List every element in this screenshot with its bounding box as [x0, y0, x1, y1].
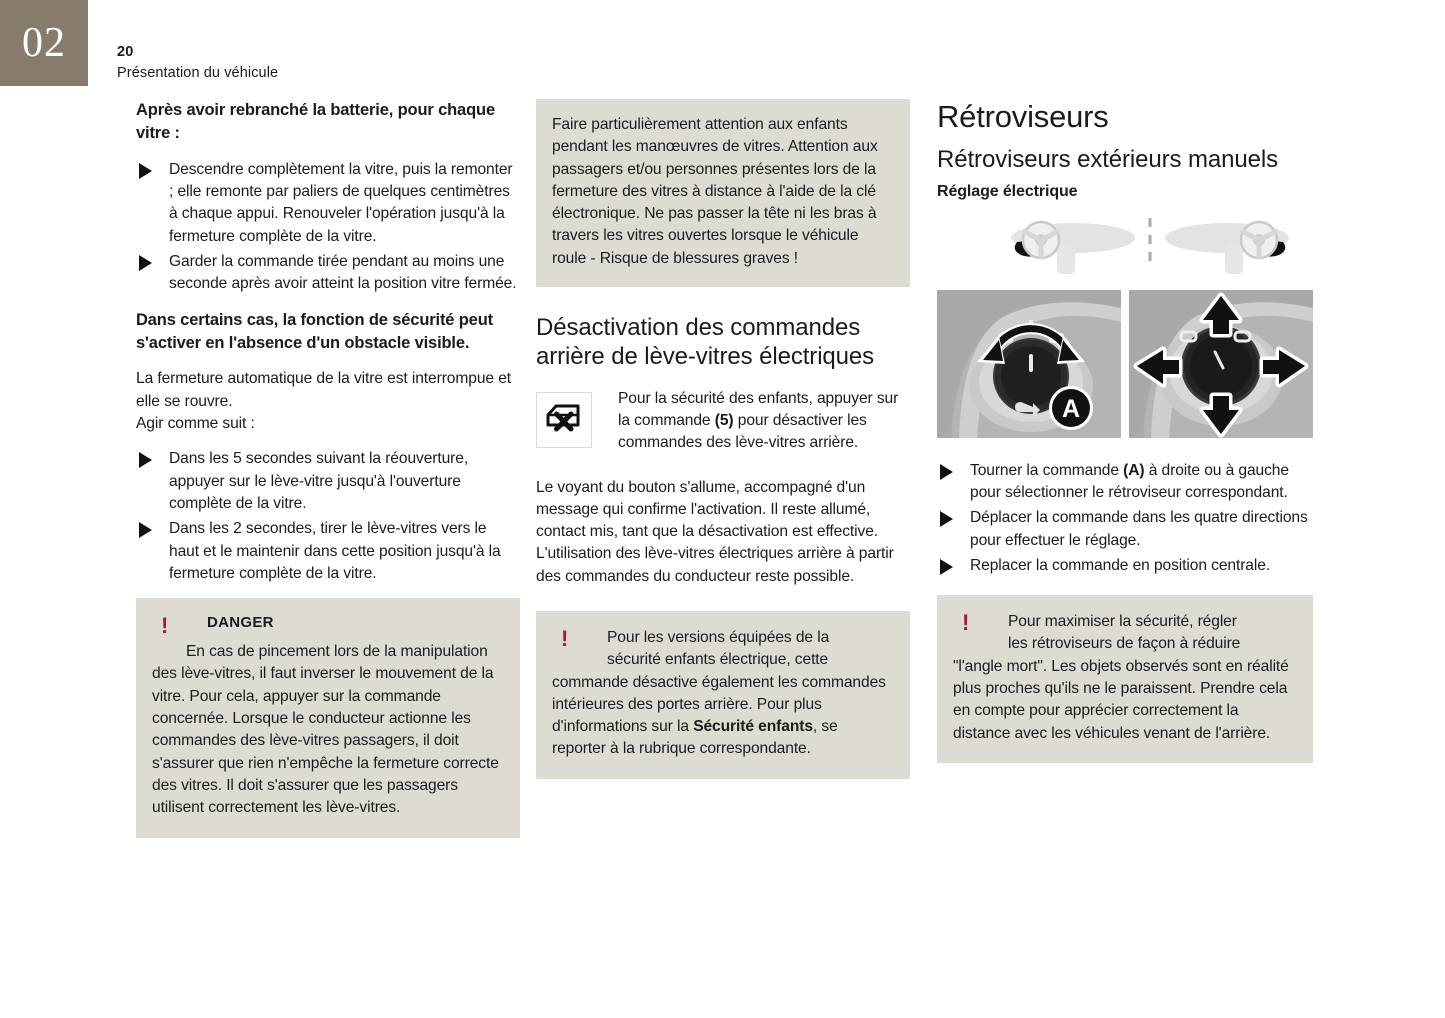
col2-warning-box — [536, 611, 910, 779]
column-2 — [536, 99, 910, 779]
col1-lead-heading: Après avoir rebranché la batterie, pour chaque vitre : — [136, 101, 495, 143]
danger-first-line: En cas de pincement lors de la — [186, 643, 397, 661]
col3-sub-sub-heading: Réglage électrique — [937, 182, 1078, 200]
col2-icon-text — [618, 388, 910, 455]
col2-icon-row — [536, 388, 910, 455]
left-mirror-graphic — [1011, 222, 1135, 274]
chapter-tab — [0, 0, 88, 86]
col2-notice-box — [536, 99, 910, 287]
col3-warning-body — [953, 611, 1297, 745]
list-item — [136, 251, 520, 296]
rotary-photo-svg — [937, 290, 1121, 438]
warning-rest-a: commande désactive également les commandes intérieures des portes arrière. Pour plus d'informations sur la — [552, 673, 886, 736]
danger-body — [152, 641, 504, 819]
icon-text-ref: (5) — [714, 411, 734, 429]
photo1-label: A — [1061, 394, 1081, 423]
list-item-text: Dans les 5 secondes suivant la réouverture, appuyer sur le lève-vitre jusqu'à l'ouverture complète de la vitre. — [169, 450, 469, 512]
triangle-bullet-icon — [139, 163, 152, 179]
triangle-bullet-icon — [139, 522, 152, 538]
triangle-bullet-icon — [139, 452, 152, 468]
col3-bullet-list — [937, 460, 1313, 577]
list-item-text: Descendre complètement la vitre, puis la remonter ; elle remonte par paliers de quelques centimètres à chaque appui. Renouveler l'opération jusqu'à la fermeture complète de la vitre. — [169, 160, 513, 245]
notice-text: Faire particulièrement attention aux enfants pendant les manœuvres de vitres. Attention aux passagers et/ou personnes présentes lors de la fermeture des vitres à distance à l'aide de la clé électronique. Ne pas passer la tête ni les bras à travers les vitres ouvertes lorsque le véhicule roule - Risque de blessures graves ! — [552, 116, 878, 267]
list-item — [136, 159, 520, 248]
warning-rest-bold: Sécurité enfants — [693, 718, 813, 736]
list-item — [937, 460, 1313, 505]
column-3 — [937, 99, 1313, 763]
icon-text-part-c: pour désactiver les commandes des lève-vitres arrière. — [618, 411, 867, 452]
danger-box — [136, 598, 520, 837]
triangle-bullet-icon — [139, 255, 152, 271]
list-item — [937, 555, 1313, 577]
exclamation-icon: ! — [962, 610, 970, 636]
col3-main-heading: Rétroviseurs — [937, 99, 1109, 134]
col1-bullet-list-2 — [136, 448, 520, 585]
warning-line-1: Pour maximiser la sécurité, régler — [1008, 613, 1237, 631]
warning-line-1: Pour les versions équipées de la — [607, 628, 830, 646]
list-item-text: Garder la commande tirée pendant au moins une seconde après avoir atteint la position vitre fermée. — [169, 253, 517, 293]
chapter-number: 02 — [22, 20, 66, 66]
mirror-diagram-svg — [995, 216, 1305, 274]
list-item-ref: (A) — [1123, 461, 1145, 479]
four-way-photo-svg — [1129, 290, 1313, 438]
col2-paragraph: Le voyant du bouton s'allume, accompagné d'un message qui confirme l'activation. Il reste allumé, contact mis, tant que la désactivation est effective. L'utilisation des lève-vitres électriques arrière à partir des commandes du conducteur reste possible. — [536, 478, 894, 585]
col3-photo-pair — [937, 290, 1313, 438]
col1-bullet-list-1 — [136, 159, 520, 296]
list-item-text-a: Tourner la commande — [970, 461, 1124, 479]
rear-window-lock-glyph — [544, 403, 584, 437]
page-number: 20 — [117, 44, 134, 60]
col3-sub-heading: Rétroviseurs extérieurs manuels — [937, 145, 1279, 173]
col2-warning-body — [552, 627, 894, 761]
mirror-four-way-adjust-photo — [1129, 290, 1313, 438]
section-title: Présentation du véhicule — [117, 64, 279, 81]
mirror-rotary-selector-photo — [937, 290, 1121, 438]
col3-warning-box — [937, 595, 1313, 763]
list-item-text: Replacer la commande en position centrale. — [970, 556, 1271, 574]
col1-paragraph-2: Agir comme suit : — [136, 415, 255, 433]
column-1 — [136, 99, 520, 838]
right-mirror-graphic — [1165, 222, 1289, 274]
icon-text-part-a: Pour la sécurité des enfants, appuyer sur la commande — [618, 389, 899, 429]
triangle-bullet-icon — [940, 511, 953, 527]
rear-window-lock-icon — [536, 392, 592, 448]
warning-rest: "l'angle mort". Les objets observés sont en réalité plus proches qu'ils ne le paraissent. Prendre cela en compte pour apprécier correctement la distance avec les véhicules venant de l'arrière. — [953, 657, 1289, 742]
col2-heading: Désactivation des commandes arrière de lève-vitres électriques — [536, 314, 875, 371]
warning-line-2: les rétroviseurs de façon à réduire — [1008, 635, 1241, 653]
col1-lead-heading-2: Dans certains cas, la fonction de sécurité peut s'activer en l'absence d'un obstacle visible. — [136, 310, 493, 353]
list-item-text-c: à droite ou à gauche pour sélectionner le rétroviseur correspondant. — [970, 461, 1289, 501]
list-item — [937, 507, 1313, 552]
list-item — [136, 448, 520, 515]
header-meta — [117, 43, 278, 84]
warning-rest — [552, 672, 894, 761]
danger-title: DANGER — [207, 614, 274, 632]
triangle-bullet-icon — [940, 559, 953, 575]
warning-rest-c: , se reporter à la rubrique correspondante. — [552, 718, 838, 758]
exclamation-icon: ! — [161, 613, 169, 639]
list-item-text: Dans les 2 secondes, tirer le lève-vitres vers le haut et le maintenir dans cette position jusqu'à la fermeture complète de la vitre. — [169, 520, 501, 582]
list-item — [136, 518, 520, 585]
col1-paragraph-1: La fermeture automatique de la vitre est interrompue et elle se rouvre. — [136, 370, 512, 410]
list-item-text: Déplacer la commande dans les quatre directions pour effectuer le réglage. — [970, 509, 1308, 549]
danger-rest: manipulation des lève-vitres, il faut inverser le mouvement de la vitre. Pour cela, appuyer sur la commande concernée. Lorsque le conducteur actionne les commandes des lève-vitres passagers, il doit s'assurer que rien n'empêche la fermeture correcte des vitres. Il doit s'assurer que les passagers utilisent correctement les lève-vitres. — [152, 643, 499, 817]
exclamation-icon: ! — [561, 625, 569, 651]
warning-line-2: sécurité enfants électrique, cette — [607, 651, 829, 669]
mirror-side-selection-diagram — [937, 216, 1313, 274]
triangle-bullet-icon — [940, 464, 953, 480]
